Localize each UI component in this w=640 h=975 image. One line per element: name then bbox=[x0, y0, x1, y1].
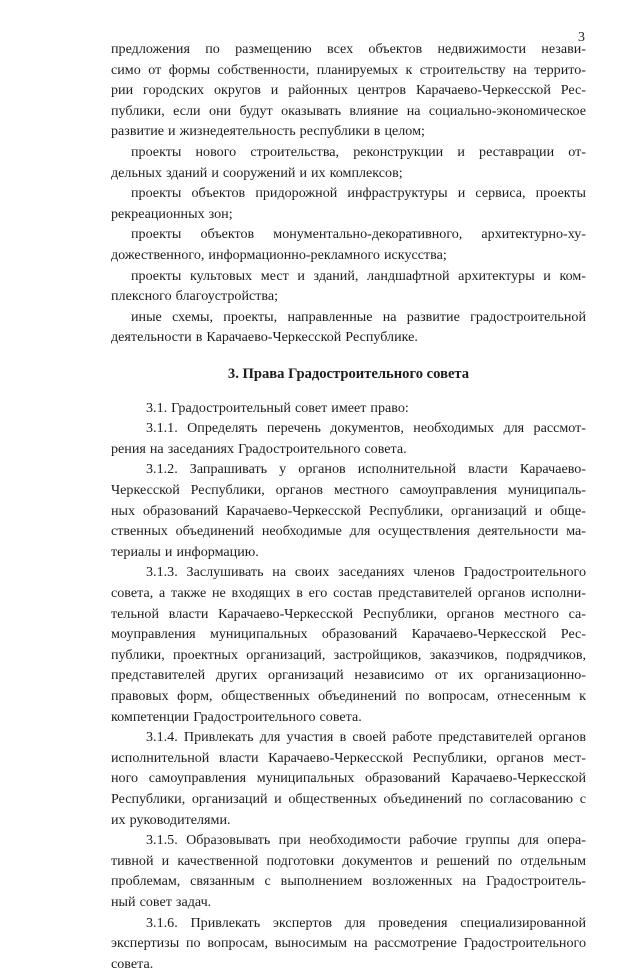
text-line: проекты объектов придорожной инфраструктуры и сервиса, проекты bbox=[131, 185, 586, 202]
text-line: предложения по размещению всех объектов недвижимости незави- bbox=[111, 41, 586, 57]
text-line: 3.1.6. Привлекать экспертов для проведения специализированной bbox=[146, 914, 586, 931]
text-line: рения на заседаниях Градостроительного совета. bbox=[111, 440, 407, 457]
page-number: 3 bbox=[578, 30, 585, 45]
text-line: ного самоуправления муниципальных образований Карачаево-Черкесской bbox=[111, 770, 586, 787]
text-line: проекты культовых мест и зданий, ландшафтной архитектуры и ком- bbox=[131, 267, 586, 284]
text-line: представителей других организаций независимо от их организационно- bbox=[111, 667, 586, 684]
text-line: дельных зданий и сооружений и их комплексов; bbox=[111, 164, 403, 181]
text-line: правовых форм, общественных объединений по вопросам, отнесенным к bbox=[111, 688, 586, 704]
text-line: проекты объектов монументально-декоративного, архитектурно-ху- bbox=[131, 226, 586, 243]
text-line: плексного благоустройства; bbox=[111, 288, 279, 305]
text-line: 3.1.1. Определять перечень документов, необходимых для рассмот- bbox=[146, 420, 586, 437]
text-line: 3.1.5. Образовывать при необходимости рабочие группы для опера- bbox=[146, 832, 586, 849]
text-line: совета. bbox=[111, 955, 154, 972]
text-line: тельной власти Карачаево-Черкесской Республики, органов местного са- bbox=[111, 605, 586, 622]
text-line: иные схемы, проекты, направленные на развитие градостроительной bbox=[131, 308, 586, 325]
text-line: ных образований Карачаево-Черкесской Республики, организаций и обще- bbox=[111, 502, 586, 519]
text-line: их руководителями. bbox=[111, 811, 231, 828]
text-line: экспертизы по вопросам, выносимым на рассмотрение Градостроительного bbox=[111, 935, 586, 952]
text-line: дожественного, информационно-рекламного искусства; bbox=[111, 247, 447, 263]
text-line: проблемам, связанным с выполнением возложенных на Градостроитель- bbox=[111, 873, 586, 890]
text-line: компетенции Градостроительного совета. bbox=[111, 708, 362, 725]
text-line: совета, а также не входящих в его состав представителей органов исполни- bbox=[111, 585, 586, 601]
text-line: ственных объединений необходимые для осуществления деятельности ма- bbox=[111, 523, 586, 540]
text-line: териалы и информацию. bbox=[111, 543, 259, 560]
text-line: Республики, организаций и общественных объединений по согласованию с bbox=[111, 791, 586, 807]
text-line: рии городских округов и районных центров Карачаево-Черкесской Рес- bbox=[111, 82, 586, 99]
text-line: 3.1.2. Запрашивать у органов исполнительной власти Карачаево- bbox=[146, 461, 586, 478]
text-line: 3.1. Градостроительный совет имеет право: bbox=[146, 399, 409, 416]
text-line: Черкесской Республики, органов местного самоуправления муниципаль- bbox=[111, 482, 586, 498]
text-line: симо от формы собственности, планируемых к строительству на террито- bbox=[111, 61, 586, 78]
text-line: деятельности в Карачаево-Черкесской Республике. bbox=[111, 329, 418, 346]
text-line: 3.1.3. Заслушивать на своих заседаниях членов Градостроительного bbox=[146, 564, 586, 581]
text-line: моуправления муниципальных образований Карачаево-Черкесской Рес- bbox=[111, 626, 586, 643]
text-line: рекреационных зон; bbox=[111, 205, 233, 222]
text-line: исполнительной власти Карачаево-Черкесской Республики, органов мест- bbox=[111, 749, 586, 766]
text-line: тивной и качественной подготовки документов и решений по отдельным bbox=[111, 852, 586, 869]
text-line: развитие и жизнедеятельность республики в целом; bbox=[111, 123, 425, 140]
text-line: ный совет задач. bbox=[111, 894, 212, 910]
text-line: проекты нового строительства, реконструкции и реставрации от- bbox=[131, 144, 586, 160]
text-line: публики, если они будут оказывать влияние на социально-экономическое bbox=[111, 102, 586, 119]
text-line: 3.1.4. Привлекать для участия в своей работе представителей органов bbox=[146, 729, 586, 746]
text-line: публики, проектных организаций, застройщиков, заказчиков, подрядчиков, bbox=[111, 646, 586, 663]
section-heading: 3. Права Градостроительного совета bbox=[227, 366, 470, 382]
